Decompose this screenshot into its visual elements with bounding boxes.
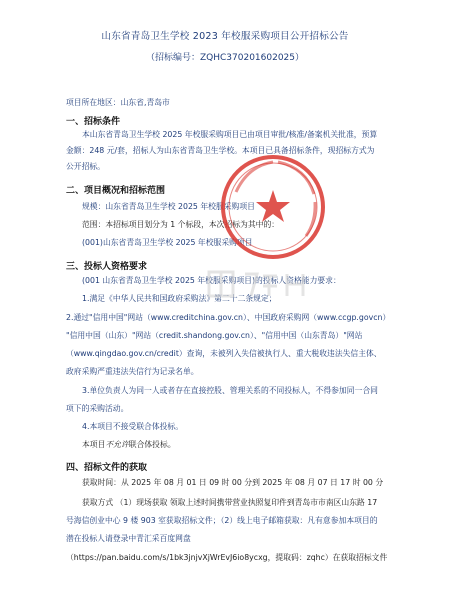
section-3-heading: 三、投标人资格要求 — [66, 262, 148, 272]
s2-line-2: 范围：本招标项目划分为 1 个标段，本次招标为其中的： — [82, 220, 280, 229]
section-1-heading: 一、招标条件 — [66, 117, 121, 127]
tender-number: （招标编号：ZQHC370201602025） — [145, 53, 304, 63]
s3-line-10 — [82, 440, 176, 450]
section-4-heading: 四、招标文件的获取 — [66, 463, 148, 473]
official-seal — [218, 152, 328, 262]
s3-line-10-italic: 不允许 — [105, 440, 129, 449]
s2-line-3: (001)山东省青岛卫生学校 2025 年校服采购项目 — [82, 238, 253, 247]
document-title: 山东省青岛卫生学校 2023 年校服采购项目公开招标公告 — [101, 31, 349, 42]
s1-line-1: 本山东省青岛卫生学校 2025 年校服采购项目已由项目审批/核准/备案机关批准，预算 — [82, 130, 378, 139]
s1-line-3: 公开招标。 — [66, 162, 105, 171]
s3-line-2: 1.满足《中华人民共和国政府采购法》第二十二条规定； — [82, 294, 277, 303]
s4-line-1: 获取时间：从 2025 年 08 月 01 日 09 时 00 分到 2025 年 08 月 07 日 17 时 00 分 — [82, 478, 384, 487]
s3-line-4: "信用中国（山东）"网站（credit.shandong.gov.cn）、"信用中国（山东青岛）"网站 — [66, 331, 363, 340]
s3-line-1: (001 山东省青岛卫生学校 2025 年校服采购项目)的投标人资格能力要求： — [82, 276, 341, 285]
s3-line-10-suffix: 联合体投标。 — [128, 440, 176, 449]
s1-line-2: 金额：248 元/套，招标人为山东省青岛卫生学校。本项目已具备招标条件，现招标方式为 — [66, 146, 375, 155]
watermark — [205, 268, 325, 307]
s3-line-10-prefix: 本项目 — [82, 440, 106, 449]
s4-line-2: 获取方式 （1）现场获取 领取上述时间携带营业执照复印件到青岛市市南区山东路 17 — [82, 498, 378, 507]
s4-line-5: （https://pan.baidu.com/s/1bk3jnjvXjWrEvJ6io8ycxg，提取码：zqhc）在获取招标文件 — [66, 553, 388, 562]
project-location: 项目所在地区：山东省,青岛市 — [66, 98, 170, 107]
s3-line-9: 4.本项目不接受联合体投标。 — [82, 422, 184, 431]
s2-line-1: 规模：山东省青岛卫生学校 2025 年校服采购项目 — [82, 202, 255, 211]
s3-line-5: （www.qingdao.gov.cn/credit）查询，未被列入失信被执行人、重大税收违法失信主体、 — [66, 349, 382, 358]
section-2-heading: 二、项目概况和招标范围 — [66, 186, 166, 196]
s3-line-8: 项下的采购活动。 — [66, 404, 129, 413]
s4-line-4: 潜在投标人请登录中青汇采百度网盘 — [66, 534, 191, 543]
s3-line-3: 2.通过"信用中国"网站（www.creditchina.gov.cn）、中国政府采购网（www.ccgp.govcn） — [66, 313, 391, 322]
s3-line-7: 3.单位负责人为同一人或者存在直接控股、管理关系的不同投标人，不得参加同一合同 — [82, 386, 378, 395]
s3-line-6: 政府采购严重违法失信行为记录名单。 — [66, 367, 199, 376]
watermark-glyphs — [205, 268, 325, 300]
s4-line-3: 号海信创业中心 9 楼 903 室获取招标文件；（2）线上电子邮箱获取：凡有意参加本项目的 — [66, 516, 378, 525]
